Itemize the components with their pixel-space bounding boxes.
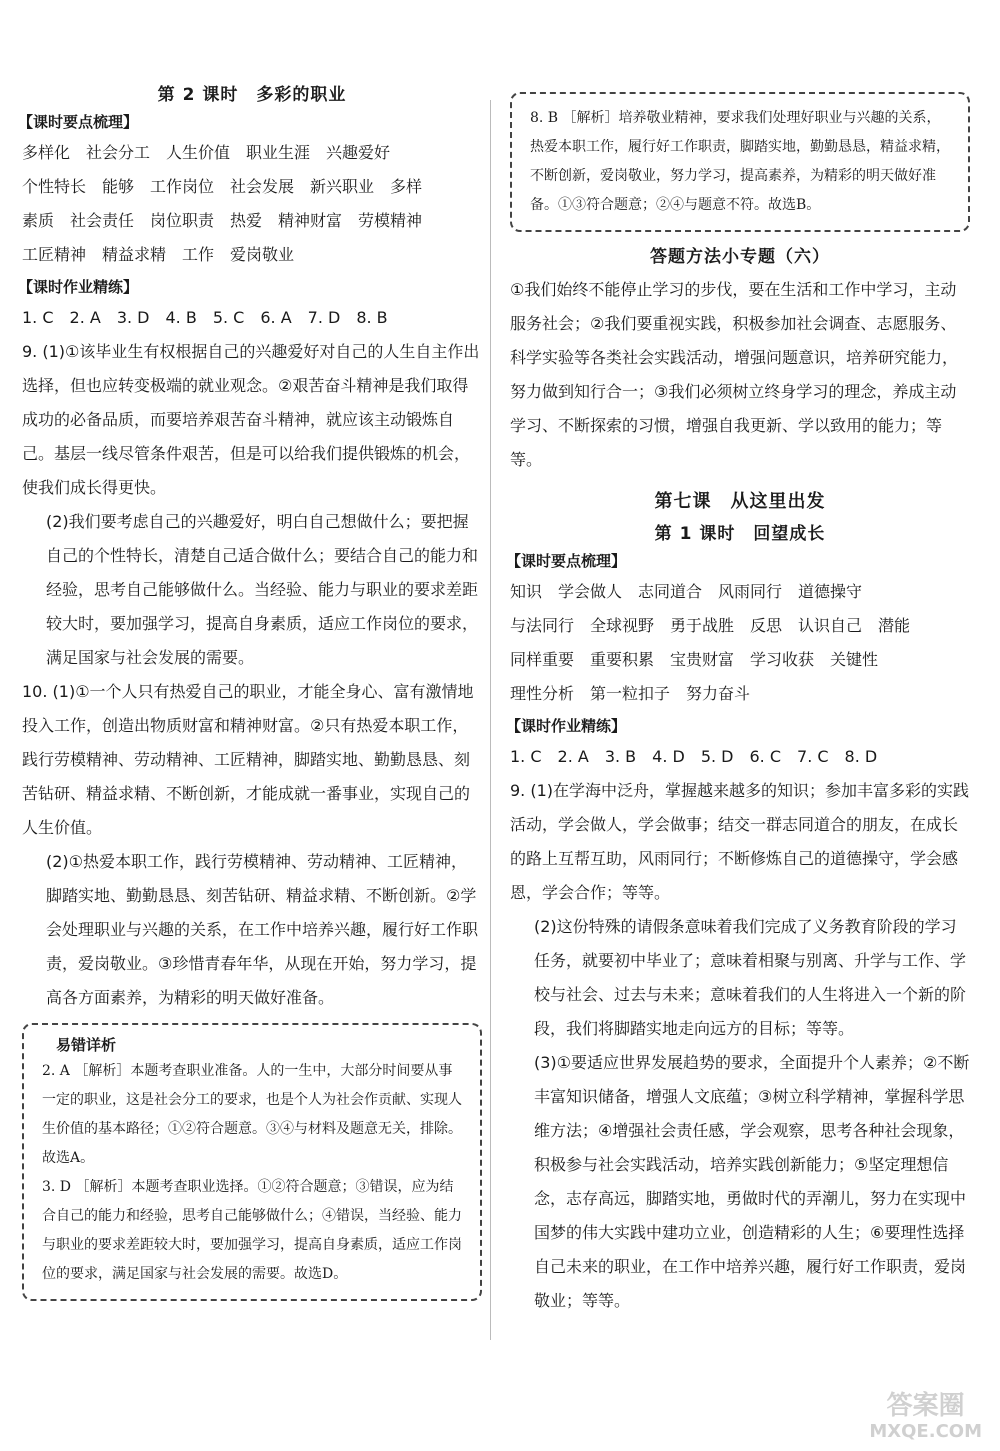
answer-paragraph: (2)这份特殊的请假条意味着我们完成了义务教育阶段的学习任务，就要初中毕业了；意味着相聚与别离、升学与工作、学校与社会、过去与未来；意味着我们的人生将进入一个新的阶段，我们将脚踏实地走向远方的目标；等等。: [534, 917, 967, 1038]
analysis-box: [510, 92, 970, 232]
watermark-logo: [869, 1393, 982, 1445]
answer-paragraph: (2)我们要考虑自己的兴趣爱好，明白自己想做什么；要把握自己的个性特长，清楚自己适合做什么；要结合自己的能力和经验，思考自己能够做什么。当经验、能力与职业的要求差距较大时，要加强学习，提高自身素质，适应工作岗位的要求，满足国家与社会发展的需要。: [46, 512, 479, 667]
box-title: 易错详析: [50, 1034, 122, 1055]
answer-paragraph: 9. (1)①该毕业生有权根据自己的兴趣爱好对自己的人生自主作出选择，但也应转变极端的就业观念。②艰苦奋斗精神是我们取得成功的必备品质，而要培养艰苦奋斗精神，就应该主动锻炼自己。基层一线尽管条件艰苦，但是可以给我们提供锻炼的机会，使我们成长得更快。: [22, 342, 480, 497]
section-label: 【课时要点梳理】: [506, 552, 627, 570]
subtitle: 第 1 课时 回望成长: [654, 524, 826, 544]
keyword-line: 多样化 社会分工 人生价值 职业生涯 兴趣爱好: [22, 143, 391, 162]
lesson-title: 第 2 课时 多彩的职业: [157, 85, 347, 105]
watermark-line: MXQE.COM: [869, 1421, 982, 1442]
keyword-line: 与法同行 全球视野 勇于战胜 反思 认识自己 潜能: [510, 616, 911, 635]
keyword-line: 工匠精神 精益求精 工作 爱岗敬业: [22, 245, 295, 264]
analysis-item: 8. B ［解析］培养敬业精神，要求我们处理好职业与兴趣的关系，热爱本职工作，履行好工作职责，脚踏实地，勤勤恳恳，精益求精，不断创新，爱岗敬业，努力学习，提高素养，为精彩的明天做好准备。①③符合题意；②④与题意不符。故选B。: [530, 110, 950, 213]
error-analysis-box: [22, 1023, 482, 1301]
choice-answers: 1. C 2. A 3. B 4. D 5. D 6. C 7. C 8. D: [510, 747, 878, 766]
keyword-line: 同样重要 重要积累 宝贵财富 学习收获 关键性: [510, 650, 879, 669]
answer-paragraph: 10. (1)①一个人只有热爱自己的职业，才能全身心、富有激情地投入工作，创造出物质财富和精神财富。②只有热爱本职工作，践行劳模精神、劳动精神、工匠精神，脚踏实地、勤勤恳恳、刻苦钻研、精益求精、不断创新，才能成就一番事业，实现自己的人生价值。: [22, 682, 474, 837]
answer-paragraph: (2)①热爱本职工作，践行劳模精神、劳动精神、工匠精神，脚踏实地、勤勤恳恳、刻苦钻研、精益求精、不断创新。②学会处理职业与兴趣的关系，在工作中培养兴趣，履行好工作职责，爱岗敬业。③珍惜青春年华，从现在开始，努力学习，提高各方面素养，为精彩的明天做好准备。: [46, 852, 479, 1007]
keyword-line: 理性分析 第一粒扣子 努力奋斗: [510, 684, 751, 703]
right-column: [506, 70, 970, 1318]
keyword-line: 素质 社会责任 岗位职责 热爱 精神财富 劳模精神: [22, 211, 423, 230]
watermark-line: 答案圈: [886, 1391, 965, 1421]
left-column: [18, 70, 482, 1309]
keyword-line: 知识 学会做人 志同道合 风雨同行 道德操守: [510, 582, 863, 601]
section-label: 【课时作业精练】: [18, 278, 139, 296]
keyword-line: 个性特长 能够 工作岗位 社会发展 新兴职业 多样: [22, 177, 423, 196]
choice-answers: 1. C 2. A 3. D 4. B 5. C 6. A 7. D 8. B: [22, 308, 388, 327]
special-topic-title: 答题方法小专题（六）: [650, 247, 830, 267]
analysis-item: 2. A ［解析］本题考查职业准备。人的一生中，大部分时间要从事一定的职业，这是社会分工的要求，也是个人为社会作贡献、实现人生价值的基本路径；①②符合题意。③④与材料及题意无关，排除。故选A。: [42, 1063, 462, 1166]
lesson-title: 第七课 从这里出发: [654, 491, 826, 512]
column-divider: [490, 100, 491, 1340]
answer-paragraph: 9. (1)在学海中泛舟，掌握越来越多的知识；参加丰富多彩的实践活动，学会做人，学会做事；结交一群志同道合的朋友，在成长的路上互帮互助，风雨同行；不断修炼自己的道德操守，学会感恩，学会合作；等等。: [510, 781, 970, 902]
analysis-item: 3. D ［解析］本题考查职业选择。①②符合题意；③错误，应为结合自己的能力和经验，思考自己能够做什么；④错误，当经验、能力与职业的要求差距较大时，要加强学习，提高自身素质，适应工作岗位的要求，满足国家与社会发展的需要。故选D。: [42, 1179, 462, 1282]
answer-paragraph: (3)①要适应世界发展趋势的要求，全面提升个人素养；②不断丰富知识储备，增强人文底蕴；③树立科学精神，掌握科学思维方法；④增强社会责任感，学会观察，思考各种社会现象，积极参与社会实践活动，培养实践创新能力；⑤坚定理想信念，志存高远，脚踏实地，勇做时代的弄潮儿，努力在实现中国梦的伟大实践中建功立业，创造精彩的人生；⑥要理性选择自己未来的职业，在工作中培养兴趣，履行好工作职责，爱岗敬业；等等。: [534, 1053, 970, 1310]
section-label: 【课时要点梳理】: [18, 113, 139, 131]
section-label: 【课时作业精练】: [506, 717, 627, 735]
answer-paragraph: ①我们始终不能停止学习的步伐，要在生活和工作中学习，主动服务社会；②我们要重视实践，积极参加社会调查、志愿服务、科学实验等各类社会实践活动，增强问题意识，培养研究能力，努力做到知行合一；③我们必须树立终身学习的理念，养成主动学习、不断探索的习惯，增强自我更新、学以致用的能力；等等。: [510, 280, 959, 469]
